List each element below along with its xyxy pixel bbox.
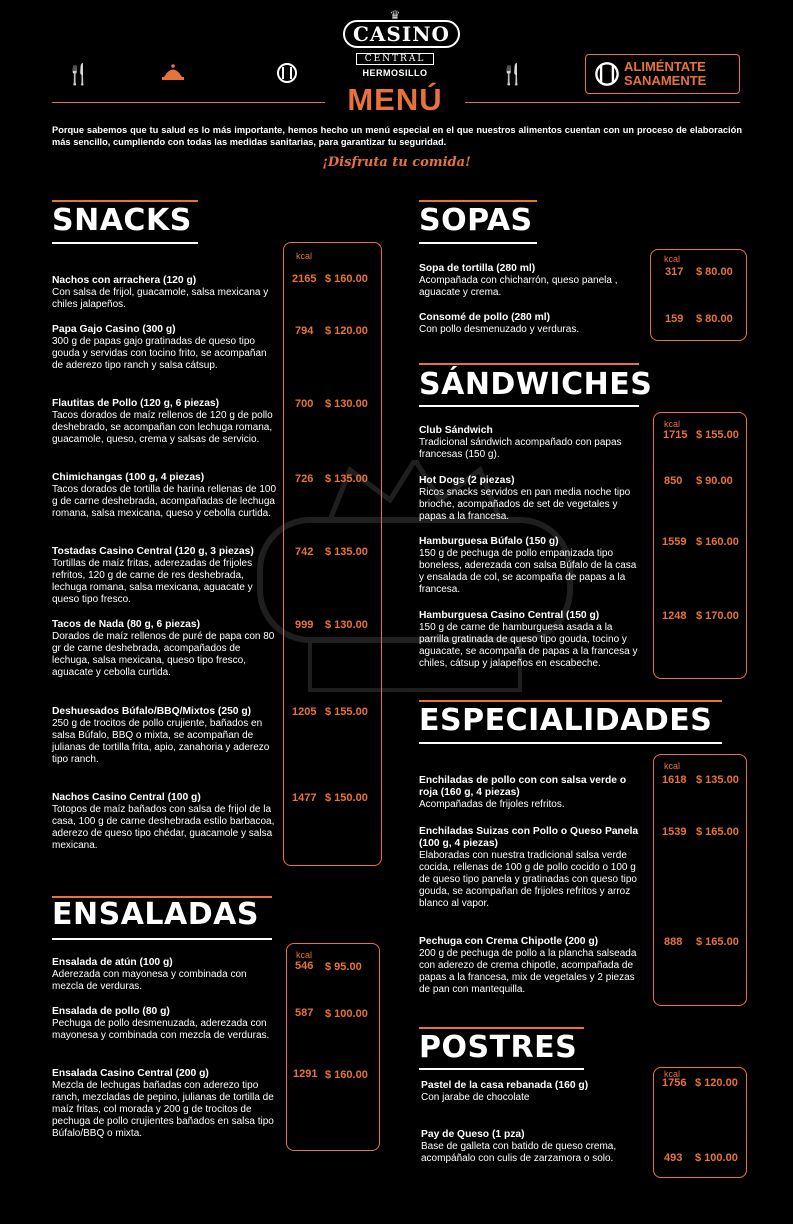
kcal-value: 1291 xyxy=(293,1068,318,1080)
price-column-ensaladas xyxy=(286,943,380,1151)
menu-item: Hamburguesa Casino Central (150 g) 150 g de carne de hamburguesa asada a la parrilla gratinada de queso tipo gouda, tocino y aguacate, se acompaña de papas a la francesa y chiles, cátsup y jalapeños en escabeche. xyxy=(419,610,638,669)
menu-item: Pastel de la casa rebanada (160 g) Con jarabe de chocolate xyxy=(421,1080,589,1103)
logo-central-text: CENTRAL xyxy=(356,53,435,65)
price-value: $ 130.00 xyxy=(325,398,368,410)
price-value: $ 165.00 xyxy=(696,826,739,838)
price-value: $ 155.00 xyxy=(696,429,739,441)
kcal-value: 1248 xyxy=(662,610,687,622)
kcal-value: 2165 xyxy=(292,273,317,285)
section-rule xyxy=(52,242,198,244)
menu-item: Ensalada de atún (100 g) Aderezada con mayonesa y combinada con mezcla de verduras. xyxy=(52,957,247,992)
kcal-value: 493 xyxy=(664,1152,683,1164)
kcal-value: 587 xyxy=(295,1007,314,1019)
kcal-value: 1559 xyxy=(662,536,687,548)
kcal-value: 888 xyxy=(664,936,683,948)
price-value: $ 160.00 xyxy=(696,536,739,548)
price-value: $ 135.00 xyxy=(696,774,739,786)
kcal-value: 317 xyxy=(665,266,684,278)
section-title-ensaladas: ENSALADAS xyxy=(52,897,259,932)
healthy-eating-badge xyxy=(585,54,740,94)
kcal-value: 1477 xyxy=(292,792,317,804)
plate-icon xyxy=(276,62,298,90)
price-value: $ 80.00 xyxy=(696,313,733,325)
price-value: $ 150.00 xyxy=(325,792,368,804)
kcal-value: 794 xyxy=(295,325,314,337)
menu-item: Nachos Casino Central (100 g) Totopos de maíz bañados con salsa de frijol de la casa, 100 g de carne deshebrada estilo barbacoa, aderezo de queso tipo chédar, guacamole y salsa mexicana. xyxy=(52,792,275,851)
price-value: $ 130.00 xyxy=(325,619,368,631)
price-value: $ 170.00 xyxy=(696,610,739,622)
menu-item: Tostadas Casino Central (120 g, 3 piezas) Tortillas de maíz fritas, aderezadas de frijoles refritos, 120 g de carne de res deshebrada, lechuga romana, salsa mexicana, aguacate y queso tipo fresco. xyxy=(52,546,254,605)
kcal-label: kcal xyxy=(664,419,681,429)
price-value: $ 135.00 xyxy=(325,546,368,558)
kcal-label: kcal xyxy=(664,761,681,771)
section-rule xyxy=(419,200,537,202)
menu-item: Club Sándwich Tradicional sándwich acompañado con papas francesas (150 g). xyxy=(419,425,622,460)
price-value: $ 100.00 xyxy=(695,1152,738,1164)
section-title-postres: POSTRES xyxy=(419,1030,578,1065)
kcal-value: 850 xyxy=(664,475,683,487)
kcal-value: 546 xyxy=(295,960,314,972)
price-value: $ 90.00 xyxy=(696,475,733,487)
section-title-sandwiches: SÁNDWICHES xyxy=(419,367,653,402)
price-value: $ 120.00 xyxy=(695,1077,738,1089)
title-rule-right xyxy=(465,102,740,103)
menu-item: Ensalada Casino Central (200 g) Mezcla de lechugas bañadas con aderezo tipo ranch, mezcladas de pepino, julianas de tortilla de maíz fritas, col morada y 200 g de trocitos de pechuga de pollo crujientes bañados en salsa tipo Búfalo/BBQ o mixta. xyxy=(52,1068,274,1139)
crown-icon: ♛ xyxy=(389,8,401,22)
kcal-value: 742 xyxy=(295,546,314,558)
intro-text: Porque sabemos que tu salud es lo más importante, hemos hecho un menú especial en el que nuestros alimentos cuentan con un proceso de elaboración más sencillo, cumpliendo con todas las medidas sanitarias, para garantizar tu seguridad. xyxy=(52,125,742,147)
menu-item: Papa Gajo Casino (300 g) 300 g de papas gajo gratinadas de queso tipo gouda y servidas con tocino frito, se acompañan de aderezo tipo ranch y salsa cátsup. xyxy=(52,324,267,371)
price-value: $ 100.00 xyxy=(325,1008,368,1020)
menu-item: Enchiladas de pollo con con salsa verde o roja (160 g, 4 piezas) Acompañadas de frijoles refritos. xyxy=(419,775,627,810)
price-value: $ 135.00 xyxy=(325,473,368,485)
section-title-sopas: SOPAS xyxy=(419,203,533,238)
section-rule xyxy=(419,363,639,365)
price-value: $ 165.00 xyxy=(696,936,739,948)
menu-item: Ensalada de pollo (80 g) Pechuga de pollo desmenuzada, aderezada con mayonesa y combinada con mezcla de verduras. xyxy=(52,1006,270,1041)
enjoy-tagline: ¡Disfruta tu comida! xyxy=(322,155,471,170)
kcal-value: 726 xyxy=(295,473,314,485)
menu-item: Flautitas de Pollo (120 g, 6 piezas) Tacos dorados de maíz rellenos de 120 g de pollo deshebrado, se acompañan con lechuga romana, guacamole, queso, crema y salsas de servicio. xyxy=(52,398,273,445)
menu-item: Hot Dogs (2 piezas) Ricos snacks servidos en pan media noche tipo brioche, acompañados de set de vegetales y papas a la francesa. xyxy=(419,475,631,522)
price-value: $ 80.00 xyxy=(696,266,733,278)
kcal-value: 1205 xyxy=(292,706,317,718)
kcal-value: 1756 xyxy=(662,1077,687,1089)
section-rule xyxy=(52,200,198,202)
menu-item: Nachos con arrachera (120 g) Con salsa de frijol, guacamole, salsa mexicana y chiles jalapeños. xyxy=(52,275,269,310)
menu-item: Chimichangas (100 g, 4 piezas) Tacos dorados de tortilla de harina rellenas de 100 g de carne deshebrada, acompañadas de lechuga romana, salsa mexicana, queso y cebolla curtida. xyxy=(52,472,277,519)
section-title-especialidades: ESPECIALIDADES xyxy=(419,703,713,738)
kcal-label: kcal xyxy=(296,950,313,960)
section-rule xyxy=(419,1068,584,1070)
menu-item: Pay de Queso (1 pza) Base de galleta con batido de queso crema, acompáñalo con culis de zarzamora o solo. xyxy=(421,1129,617,1164)
city-name: HERMOSILLO xyxy=(362,68,428,78)
healthy-line2: SANAMENTE xyxy=(624,73,707,88)
page-title: MENÚ xyxy=(347,82,443,117)
price-value: $ 155.00 xyxy=(325,706,368,718)
kcal-value: 999 xyxy=(295,619,314,631)
menu-item: Enchiladas Suizas con Pollo o Queso Panela (100 g, 4 piezas) Elaboradas con nuestra tradicional salsa verde cocida, rellenas de 100 g de pollo cocido o 100 g de queso tipo panela y gratinadas con queso tipo gouda, se acompañan de frijoles refritos y arroz blanco al vapor. xyxy=(419,826,639,909)
kcal-value: 1618 xyxy=(662,774,687,786)
kcal-value: 1539 xyxy=(662,826,687,838)
section-rule xyxy=(419,405,639,407)
section-rule xyxy=(419,742,722,744)
section-rule xyxy=(52,938,272,940)
kcal-label: kcal xyxy=(664,254,681,264)
price-value: $ 120.00 xyxy=(325,325,368,337)
menu-item: Deshuesados Búfalo/BBQ/Mixtos (250 g) 250 g de trocitos de pollo crujiente, bañados en salsa Búfalo, BBQ o mixta, se acompañan de julianas de tortilla frita, apio, zanahoria y aderezo tipo ranch. xyxy=(52,706,270,765)
price-column-especialidades xyxy=(653,754,747,1006)
price-value: $ 160.00 xyxy=(325,1069,368,1081)
plate-icon xyxy=(594,61,620,93)
kcal-label: kcal xyxy=(296,251,313,261)
menu-item: Tacos de Nada (80 g, 6 piezas) Dorados de maíz rellenos de puré de papa con 80 gr de carne deshebrada, acompañados de lechuga, salsa mexicana, queso tipo fresco, aguacate y cebolla curtida. xyxy=(52,619,275,678)
fork-knife-icon: 🍴 xyxy=(500,64,525,86)
menu-item: Sopa de tortilla (280 ml) Acompañada con chicharrón, queso panela , aguacate y crema. xyxy=(419,263,618,298)
kcal-value: 159 xyxy=(665,313,684,325)
casino-central-logo xyxy=(343,8,450,80)
healthy-line1: ALIMÉNTATE xyxy=(624,59,706,74)
section-rule xyxy=(419,242,537,244)
cloche-icon xyxy=(162,62,184,87)
menu-item: Consomé de pollo (280 ml) Con pollo desmenuzado y verduras. xyxy=(419,312,580,335)
title-rule-left xyxy=(52,102,325,103)
kcal-value: 700 xyxy=(295,398,314,410)
logo-casino-text: CASINO xyxy=(343,20,460,48)
price-value: $ 95.00 xyxy=(325,961,362,973)
section-title-snacks: SNACKS xyxy=(52,203,192,238)
price-value: $ 160.00 xyxy=(325,273,368,285)
kcal-value: 1715 xyxy=(663,429,688,441)
section-rule xyxy=(419,1027,584,1029)
menu-item: Pechuga con Crema Chipotle (200 g) 200 g de pechuga de pollo a la plancha salseada con aderezo de crema chipotle, acompañada de papas a la francesa, mix de vegetales y 2 piezas de pan con mantequilla. xyxy=(419,936,637,995)
section-rule xyxy=(419,700,722,702)
menu-item: Hamburguesa Búfalo (150 g) 150 g de pechuga de pollo empanizada tipo boneless, aderezada con salsa Búfalo de la casa y ensalada de col, se acompaña de papas a la francesa. xyxy=(419,536,637,595)
kcal-label: kcal xyxy=(664,1069,681,1079)
fork-knife-icon: 🍴 xyxy=(66,64,91,86)
